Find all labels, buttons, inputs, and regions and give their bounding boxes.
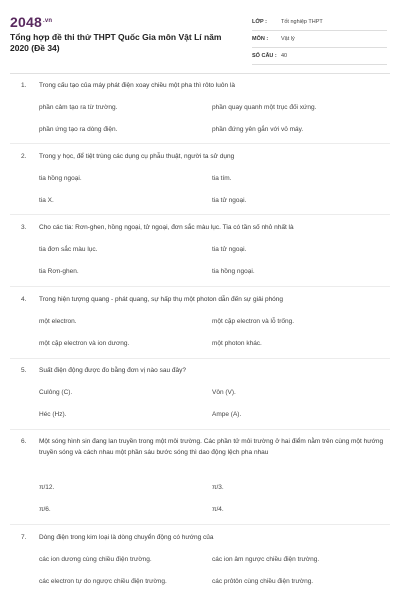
question-number: 2.: [21, 153, 27, 160]
meta-label: LỚP :: [252, 19, 267, 25]
meta-row-subject: [252, 31, 387, 48]
question-number: 1.: [21, 82, 27, 89]
option-c[interactable]: tia X.: [39, 197, 54, 204]
option-a[interactable]: Culông (C).: [39, 389, 73, 396]
question-divider: [10, 358, 390, 359]
question-divider: [10, 524, 390, 525]
meta-value: 40: [281, 53, 288, 59]
option-a[interactable]: các ion dương cùng chiều điện trường.: [39, 556, 152, 563]
site-logo[interactable]: [10, 14, 52, 30]
option-b[interactable]: Vôn (V).: [212, 389, 236, 396]
option-d[interactable]: một photon khác.: [212, 340, 262, 347]
question-number: 6.: [21, 438, 27, 445]
logo-text[interactable]: 2048: [10, 14, 42, 30]
option-d[interactable]: tia tử ngoại.: [212, 197, 247, 204]
option-b[interactable]: phần quay quanh một trục đối xứng.: [212, 104, 317, 111]
question-text: Suất điện động được đo bằng đơn vị nào sau đây?: [39, 367, 186, 374]
option-d[interactable]: các prôtôn cùng chiều điện trường.: [212, 578, 314, 585]
question-text: Cho các tia: Rơn-ghen, hồng ngoại, tử ngoại, đơn sắc màu lục. Tia có tần số nhỏ nhất là: [39, 224, 294, 231]
option-d[interactable]: tia hồng ngoại.: [212, 268, 255, 275]
question-number: 7.: [21, 534, 27, 541]
option-b[interactable]: tia tử ngoại.: [212, 246, 247, 253]
question-divider: [10, 429, 390, 430]
option-a[interactable]: phần cảm tạo ra từ trường.: [39, 104, 118, 111]
option-c[interactable]: một cặp electron và ion dương.: [39, 340, 130, 347]
option-c[interactable]: phần ứng tạo ra dòng điện.: [39, 126, 118, 133]
meta-row-question-count: [252, 48, 387, 65]
option-a[interactable]: π/12.: [39, 484, 55, 491]
question-number: 3.: [21, 224, 27, 231]
option-c[interactable]: các electron tự do ngược chiều điện trường.: [39, 578, 167, 585]
meta-value: Tốt nghiệp THPT: [281, 19, 323, 25]
option-b[interactable]: một cặp electron và lỗ trống.: [212, 318, 295, 325]
exam-header: [0, 0, 400, 70]
meta-row-class: [252, 14, 387, 31]
question-text: Trong y học, để tiệt trùng các dụng cụ phẫu thuật, người ta sử dụng: [39, 153, 235, 160]
question-divider: [10, 214, 390, 215]
option-b[interactable]: tia tím.: [212, 175, 232, 182]
option-a[interactable]: tia hồng ngoại.: [39, 175, 82, 182]
option-a[interactable]: tia đơn sắc màu lục.: [39, 246, 98, 253]
option-c[interactable]: Héc (Hz).: [39, 411, 67, 418]
exam-meta: [252, 14, 387, 65]
option-d[interactable]: phần đứng yên gắn với vỏ máy.: [212, 126, 304, 133]
exam-title: Tổng hợp đề thi thử THPT Quốc Gia môn Vật Lí năm 2020 (Đề 34): [10, 32, 222, 53]
question-text: Trong cấu tạo của máy phát điện xoay chiều một pha thì rôto luôn là: [39, 82, 235, 89]
meta-value: Vật lý: [281, 36, 295, 42]
logo-suffix[interactable]: .vn: [42, 18, 53, 24]
option-d[interactable]: π/4.: [212, 506, 224, 513]
option-c[interactable]: tia Rơn-ghen.: [39, 268, 79, 275]
question-text: Một sóng hình sin đang lan truyền trong một môi trường. Các phần tử môi trường ở hai điểm nằm trên cùng một hướng truyền sóng và cách nhau một phần sáu bước sóng thì dao động lệch pha nhau: [39, 438, 384, 456]
option-b[interactable]: π/3.: [212, 484, 224, 491]
meta-label: SỐ CÂU :: [252, 53, 277, 59]
option-b[interactable]: các ion âm ngược chiều điện trường.: [212, 556, 320, 563]
question-text: Trong hiện tượng quang - phát quang, sự hấp thụ một photon dẫn đến sự giải phóng: [39, 296, 284, 303]
question-divider: [10, 143, 390, 144]
option-a[interactable]: một electron.: [39, 318, 77, 325]
question-number: 4.: [21, 296, 27, 303]
question-divider: [10, 286, 390, 287]
header-divider: [10, 73, 390, 74]
meta-label: MÔN :: [252, 36, 269, 42]
question-number: 5.: [21, 367, 27, 374]
option-d[interactable]: Ampe (A).: [212, 411, 242, 418]
question-text: Dòng điện trong kim loại là dòng chuyển động có hướng của: [39, 534, 214, 541]
option-c[interactable]: π/6.: [39, 506, 51, 513]
